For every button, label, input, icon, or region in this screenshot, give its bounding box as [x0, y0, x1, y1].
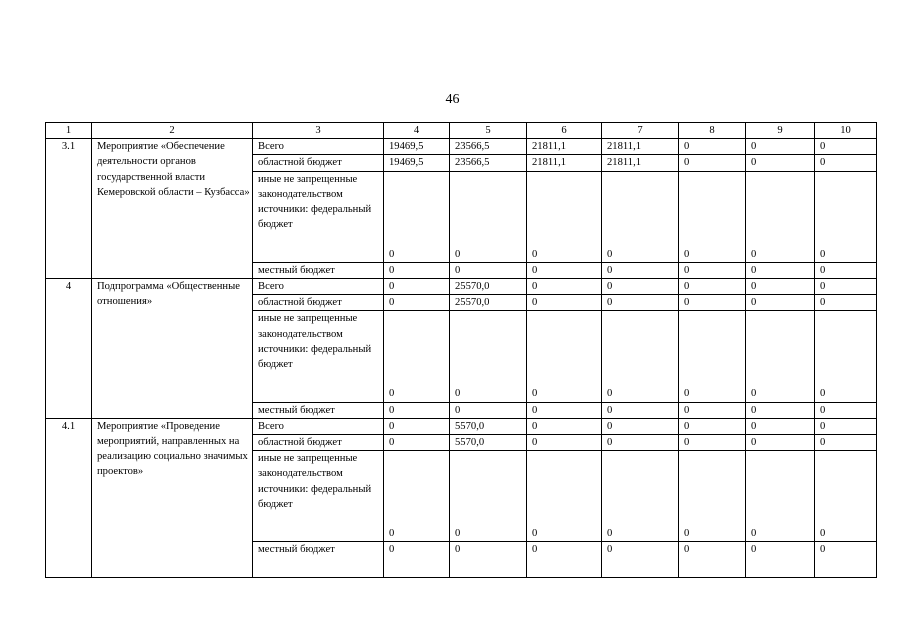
spacer	[455, 172, 526, 247]
value-cell	[746, 451, 815, 542]
header-cell: 9	[746, 123, 815, 139]
spacer	[389, 172, 449, 247]
value-cell: 0	[746, 295, 815, 311]
funding-source-local: местный бюджет	[253, 402, 384, 418]
value-text: 0	[455, 388, 461, 400]
value-cell: 0	[384, 295, 450, 311]
value-cell: 21811,1	[527, 155, 602, 171]
item-number: 4.1	[46, 418, 92, 578]
spacer	[389, 451, 449, 526]
value-text: 0	[532, 528, 538, 540]
value-text: 0	[751, 388, 757, 400]
value-cell: 0	[527, 402, 602, 418]
spacer	[455, 451, 526, 526]
value-cell: 0	[679, 435, 746, 451]
value-cell: 0	[679, 402, 746, 418]
value-text: 0	[607, 388, 613, 400]
value-cell	[527, 451, 602, 542]
spacer	[607, 451, 678, 526]
funding-source-other: иные не запрещенные законодательством источники: федеральный бюджет	[253, 171, 384, 262]
value-cell	[746, 311, 815, 402]
spacer	[389, 311, 449, 386]
spacer	[684, 451, 745, 526]
funding-source-total: Всего	[253, 418, 384, 434]
value-cell: 0	[602, 542, 679, 578]
value-cell	[384, 171, 450, 262]
value-cell: 0	[746, 418, 815, 434]
spacer	[751, 172, 814, 247]
value-text: 0	[455, 528, 461, 540]
value-text: 0	[820, 248, 826, 260]
value-text: 0	[820, 388, 826, 400]
value-cell: 19469,5	[384, 155, 450, 171]
spacer	[820, 451, 876, 526]
value-cell: 0	[450, 542, 527, 578]
value-cell: 21811,1	[527, 139, 602, 155]
value-cell: 25570,0	[450, 295, 527, 311]
value-cell: 0	[679, 262, 746, 278]
header-cell: 4	[384, 123, 450, 139]
value-cell: 0	[815, 295, 877, 311]
value-cell: 0	[815, 155, 877, 171]
value-cell: 0	[384, 418, 450, 434]
value-cell: 0	[679, 542, 746, 578]
value-cell: 0	[746, 155, 815, 171]
value-cell: 5570,0	[450, 435, 527, 451]
header-row	[46, 123, 877, 139]
value-text: 0	[684, 388, 690, 400]
value-cell	[602, 311, 679, 402]
value-cell: 0	[527, 262, 602, 278]
value-cell: 0	[679, 295, 746, 311]
funding-source-other: иные не запрещенные законодательством источники: федеральный бюджет	[253, 451, 384, 542]
value-text: 0	[607, 248, 613, 260]
value-cell: 0	[815, 279, 877, 295]
value-cell: 0	[384, 542, 450, 578]
funding-source-other: иные не запрещенные законодательством источники: федеральный бюджет	[253, 311, 384, 402]
value-cell: 0	[527, 418, 602, 434]
header-cell: 8	[679, 123, 746, 139]
value-cell	[746, 171, 815, 262]
value-cell: 0	[679, 155, 746, 171]
spacer	[607, 311, 678, 386]
value-cell: 0	[679, 418, 746, 434]
value-cell: 0	[602, 435, 679, 451]
value-cell: 0	[602, 262, 679, 278]
item-name: Мероприятие «Обеспечение деятельности органов государственной власти Кемеровской области – Кузбасса»	[92, 139, 253, 279]
value-cell: 0	[815, 542, 877, 578]
value-cell: 0	[527, 295, 602, 311]
table-row	[46, 418, 877, 434]
value-cell	[450, 451, 527, 542]
value-text: 0	[455, 248, 461, 260]
value-cell	[679, 311, 746, 402]
value-cell	[527, 311, 602, 402]
value-cell: 0	[384, 262, 450, 278]
value-cell	[815, 311, 877, 402]
funding-source-regional: областной бюджет	[253, 435, 384, 451]
value-cell: 0	[815, 435, 877, 451]
value-cell: 0	[815, 402, 877, 418]
value-text: 0	[607, 528, 613, 540]
value-cell: 0	[602, 279, 679, 295]
value-cell: 0	[679, 139, 746, 155]
value-cell	[602, 171, 679, 262]
spacer	[820, 311, 876, 386]
table-row	[46, 139, 877, 155]
spacer	[607, 172, 678, 247]
spacer	[751, 451, 814, 526]
value-cell: 0	[384, 435, 450, 451]
value-cell: 25570,0	[450, 279, 527, 295]
table-row	[46, 279, 877, 295]
value-cell: 0	[384, 279, 450, 295]
value-cell	[679, 451, 746, 542]
spacer	[684, 172, 745, 247]
value-cell: 21811,1	[602, 139, 679, 155]
header-cell: 6	[527, 123, 602, 139]
value-text: 0	[389, 528, 395, 540]
value-text: 0	[684, 528, 690, 540]
item-name: Подпрограмма «Общественные отношения»	[92, 279, 253, 419]
item-number: 3.1	[46, 139, 92, 279]
funding-source-local: местный бюджет	[253, 262, 384, 278]
spacer	[532, 172, 601, 247]
funding-source-regional: областной бюджет	[253, 155, 384, 171]
spacer	[751, 311, 814, 386]
funding-source-regional: областной бюджет	[253, 295, 384, 311]
value-cell: 0	[384, 402, 450, 418]
value-cell: 0	[746, 139, 815, 155]
value-cell: 0	[746, 402, 815, 418]
funding-source-total: Всего	[253, 279, 384, 295]
value-cell: 0	[679, 279, 746, 295]
value-text: 0	[389, 248, 395, 260]
value-cell: 0	[527, 435, 602, 451]
header-cell: 1	[46, 123, 92, 139]
value-text: 0	[820, 528, 826, 540]
value-cell: 0	[746, 262, 815, 278]
value-text: 0	[751, 528, 757, 540]
spacer	[820, 172, 876, 247]
header-cell: 7	[602, 123, 679, 139]
spacer	[532, 451, 601, 526]
value-cell: 0	[527, 542, 602, 578]
value-cell	[450, 171, 527, 262]
value-cell: 23566,5	[450, 139, 527, 155]
value-cell	[384, 451, 450, 542]
spacer	[532, 311, 601, 386]
page-number: 46	[445, 92, 460, 107]
spacer	[684, 311, 745, 386]
value-cell: 0	[602, 418, 679, 434]
funding-source-total: Всего	[253, 139, 384, 155]
value-cell: 5570,0	[450, 418, 527, 434]
header-cell: 5	[450, 123, 527, 139]
value-cell	[815, 451, 877, 542]
value-cell: 19469,5	[384, 139, 450, 155]
value-cell	[679, 171, 746, 262]
value-text: 0	[684, 248, 690, 260]
value-cell: 0	[602, 402, 679, 418]
value-cell: 0	[450, 402, 527, 418]
value-cell: 21811,1	[602, 155, 679, 171]
header-cell: 10	[815, 123, 877, 139]
value-cell	[602, 451, 679, 542]
value-cell	[450, 311, 527, 402]
value-cell	[527, 171, 602, 262]
value-cell: 0	[746, 435, 815, 451]
value-cell: 0	[815, 139, 877, 155]
header-cell: 3	[253, 123, 384, 139]
item-name: Мероприятие «Проведение мероприятий, направленных на реализацию социально значимых проектов»	[92, 418, 253, 578]
value-cell: 0	[815, 262, 877, 278]
item-number: 4	[46, 279, 92, 419]
value-cell: 23566,5	[450, 155, 527, 171]
value-cell	[384, 311, 450, 402]
value-cell: 0	[815, 418, 877, 434]
value-cell: 0	[450, 262, 527, 278]
value-cell: 0	[746, 279, 815, 295]
value-cell: 0	[527, 279, 602, 295]
budget-table	[45, 122, 877, 578]
value-text: 0	[751, 248, 757, 260]
value-cell: 0	[746, 542, 815, 578]
value-text: 0	[532, 248, 538, 260]
value-cell	[815, 171, 877, 262]
header-cell: 2	[92, 123, 253, 139]
value-cell: 0	[602, 295, 679, 311]
spacer	[455, 311, 526, 386]
value-text: 0	[389, 388, 395, 400]
value-text: 0	[532, 388, 538, 400]
funding-source-local: местный бюджет	[253, 542, 384, 578]
